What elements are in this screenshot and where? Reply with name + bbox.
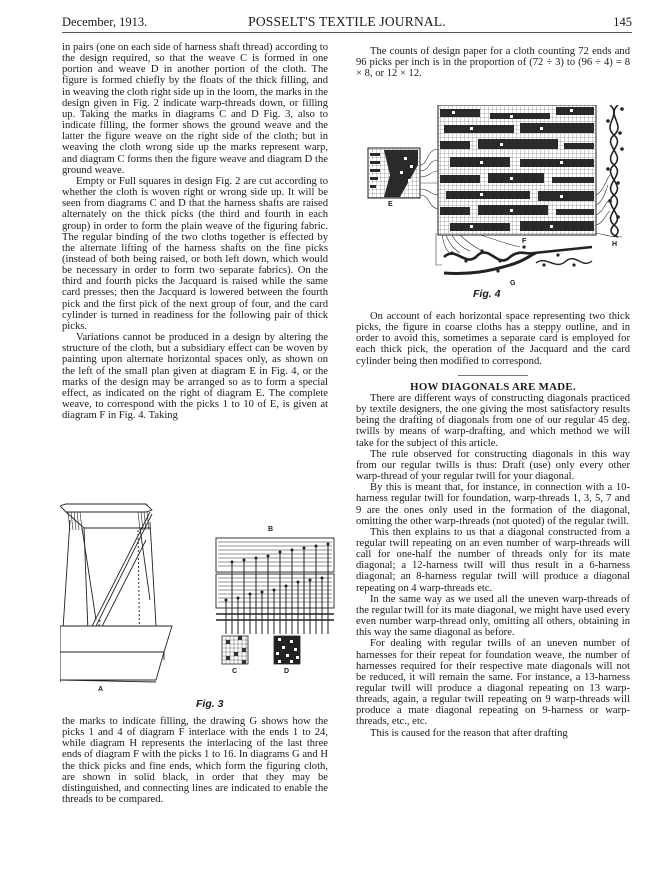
paragraph: Variations cannot be produced in a design by altering the structure of the cloth, but a subsidiary effect can be woven by painting upon alternate horizontal spaces only, as shown on the left of the small plan given at diagram E in Fig. 4, or the marks of the design may be arranged so as to form a special effect, as indicated on the right of diagram E. The complete weave, to correspond with the picks 1 to 10 of E, is given at diagram F in Fig. 4. Taking bbox=[62, 332, 328, 422]
weave-diagram-d bbox=[274, 636, 300, 664]
figure-3 bbox=[60, 500, 340, 710]
label-f: F bbox=[522, 238, 527, 245]
loom-diagram-illustration bbox=[60, 500, 340, 710]
left-column-continuation bbox=[62, 716, 328, 805]
running-header bbox=[62, 14, 632, 33]
paragraph: in pairs (one on each side of harness shaft thread) according to the design required, so that the weave C is formed in one portion and weave D in another portion of the cloth. The figure is formed chiefly by the floats of the thick filling, and in weaving the cloth right side up in the loom, the marks in the design given in Fig. 2 indicate warp-threads down, or filling up. Taking the marks in diagrams C and D Fig. 3, also to indicate filling, the former shows the ground weave and the latter the figure weave on the right side of the cloth; but in weaving the cloth wrong side up the marks represent warp, and diagram C forms then the figure weave and diagram D the ground weave. bbox=[62, 42, 328, 176]
paragraph: On account of each horizontal space representing two thick picks, the figure in coarse cloths has a steppy outline, and in order to avoid this, sometimes a separate card is employed for each thick pick, the operation of the Jacquard and the card cylinder being then modified to correspond. bbox=[356, 311, 630, 367]
right-column-intro bbox=[356, 46, 630, 79]
issue-date: December, 1913. bbox=[62, 15, 148, 29]
page-number: 145 bbox=[613, 15, 632, 29]
paragraph: This then explains to us that a diagonal constructed from a regular twill repeating on an even number of warp-threads will call for one-half the number of threads only for its mate diagonal; a 12-harness twill will thus result in a 6-harness diagonal; an 8-harness regular twill will produce a diagonal repeating on 4 warp-threads etc. bbox=[356, 526, 630, 594]
paragraph: There are different ways of constructing diagonals practiced by textile designers, the one giving the most satisfactory results being the drafting of diagonals from one of our regular 45 deg. twills by means of warp-drafting, and which method we will take for the subject of this article. bbox=[356, 392, 630, 449]
paragraph: By this is meant that, for instance, in connection with a 10-harness regular twill for foundation, warp-threads 1, 3, 5, 7 and 9 are the ones only used in the formation of the diagonal, omitting the other warp-threads (not quoted) of the regular twill. bbox=[356, 482, 630, 527]
figure-4-caption: Fig. 4 bbox=[473, 288, 501, 300]
right-column-text bbox=[356, 311, 630, 739]
label-g: G bbox=[510, 280, 516, 287]
figure-3-caption: Fig. 3 bbox=[196, 698, 224, 710]
left-column-text bbox=[62, 42, 328, 421]
label-h: H bbox=[612, 241, 618, 248]
label-a: A bbox=[98, 686, 104, 693]
weave-diagram-c bbox=[222, 636, 248, 664]
label-b: B bbox=[268, 526, 274, 533]
paragraph: the marks to indicate filling, the drawing G shows how the picks 1 and 4 of diagram F interlace with the ends 1 to 24, while diagram H represents the interlacing of the last three ends of diagram F with the picks 1 to 16. In diagrams G and H the thick picks and fine ends, which form the figuring cloth, are shown in solid black, in order that they may be distinguished, and connecting lines are indicated to enable the threads to be compared. bbox=[62, 716, 328, 806]
design-paper-illustration bbox=[360, 105, 630, 285]
figure-4 bbox=[360, 105, 630, 285]
paragraph: Empty or Full squares in design Fig. 2 are cut according to whether the cloth is woven right or wrong side up. It will be seen from diagrams C and D that the harness shafts are raised alternately on the thick picks (the third and fourth in each group) in order to form the plain weave of the figuring fabric. The regular binding of the two cloths together is effected by the alternate lifting of the harness shafts on the fine picks (instead of both being raised, or both left down, which would be necessary in order to form two separate fabrics). On the third and fourth picks the Jacquard is raised while the same card presses; then the Jacquard is lowered between the fourth pick and the first pick of the next group of four, and the card cylinder is turned in readiness for the following pair of thick picks. bbox=[62, 175, 328, 332]
paragraph: In the same way as we used all the uneven warp-threads of the regular twill for its mate diagonal, we might have used every even number warp-thread only, omitting all others, obtaining in this way the same diagonal as before. bbox=[356, 593, 630, 639]
label-c: C bbox=[232, 668, 238, 675]
journal-title: POSSELT'S TEXTILE JOURNAL. bbox=[248, 14, 446, 29]
label-e: E bbox=[388, 201, 393, 208]
section-heading: HOW DIAGONALS ARE MADE. bbox=[410, 380, 576, 393]
paragraph: The rule observed for constructing diagonals in this way from our regular twills is thus: Draft (use) only every other warp-thread of your regular twill for your diagonal. bbox=[356, 448, 630, 483]
paragraph: This is caused for the reason that after drafting bbox=[370, 727, 568, 739]
label-d: D bbox=[284, 668, 290, 675]
paragraph: For dealing with regular twills of an uneven number of harnesses for their repeat for foundation weave, the number of harnesses required for their respective mate diagonals will not be reduced, it will remain the same. For instance, a 13-harness regular twill will produce a diagonal repeating on 13 warp-threads, again, a regular twill repeating on 9 warp-threads will produce a mate diagonal repeating on 9-harness or warp-threads, etc., etc. bbox=[356, 638, 630, 728]
paragraph: The counts of design paper for a cloth counting 72 ends and 96 picks per inch is in the proportion of (72 ÷ 3) to (96 ÷ 4) = 8 × 8, or 12 × 12. bbox=[356, 46, 630, 80]
section-divider bbox=[458, 375, 528, 376]
